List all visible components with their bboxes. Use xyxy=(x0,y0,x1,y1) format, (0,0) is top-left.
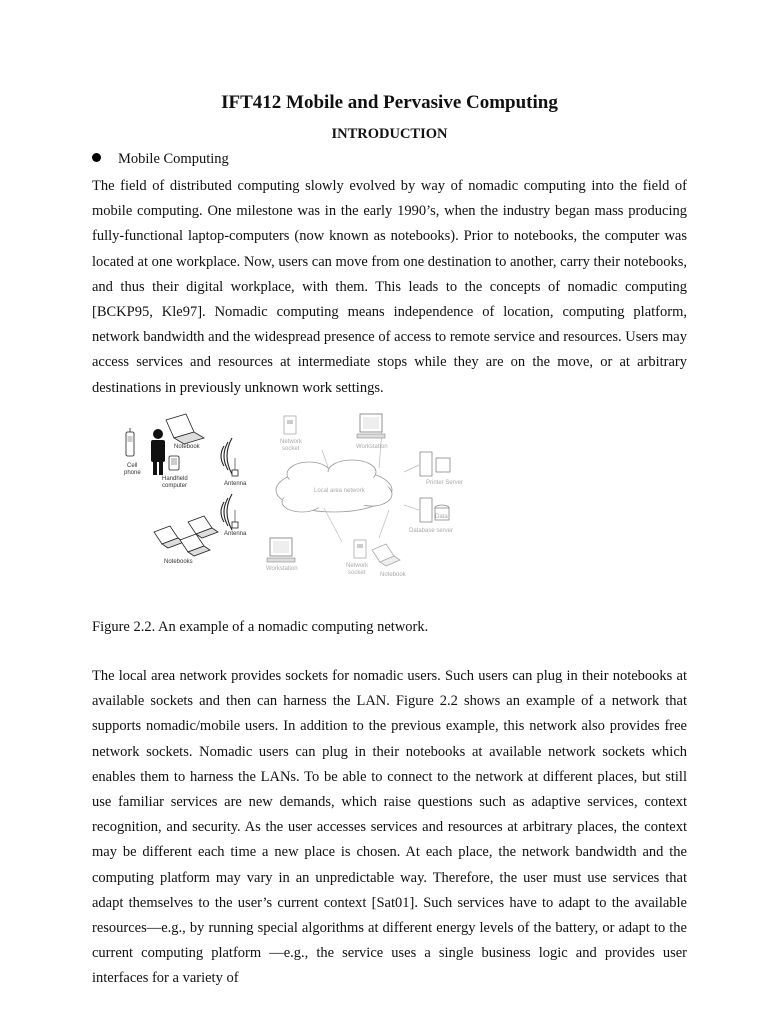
cell-phone-icon xyxy=(126,428,134,456)
network-socket-bottom-label-1: Network xyxy=(346,563,369,569)
figure-caption: Figure 2.2. An example of a nomadic computing network. xyxy=(92,619,429,635)
bullet-text: Mobile Computing xyxy=(118,151,229,167)
notebooks-label: Notebooks xyxy=(164,559,193,565)
network-socket-top-label-1: Network xyxy=(280,439,303,445)
paragraph-1: The field of distributed computing slowly evolved by way of nomadic computing into the field of mobile computing. One milestone was in the early 1990’s, when the industry began mass producing fully-functional laptop-computers (now known as notebooks). Prior to notebooks, the computer was located at one workplace. Now, users can move from one destination to another, carry their notebooks, and thus their digital workplace, with them. This leads to the concepts of nomadic computing [BCKP95, Kle97]. Nomadic computing means independence of location, computing platform, network bandwidth and the widespread presence of access to remote service and resources. Users may access services and resources at intermediate stops while they are on the move, or at arbitrary destinations in previously unknown work settings. xyxy=(92,178,687,396)
network-socket-top-label-2: socket xyxy=(282,446,300,452)
printer-server-icon xyxy=(420,452,450,476)
workstation-top-label: Workstation xyxy=(356,444,388,450)
cell-phone-label-2: phone xyxy=(124,470,141,476)
antenna-top-label: Antenna xyxy=(224,481,247,487)
workstation-bottom-label: Workstation xyxy=(266,566,298,572)
bullet-icon xyxy=(92,153,101,162)
lan-label: Local area network xyxy=(314,488,365,494)
antenna-top-icon xyxy=(221,438,238,476)
user-person-icon xyxy=(151,429,165,475)
paragraph-2: The local area network provides sockets for nomadic users. Such users can plug in their notebooks at available sockets and then can harness the LAN. Figure 2.2 shows an example of a network that supports nomadic/mobile users. In addition to the previous example, this network also provides free network sockets. Nomadic users can plug in their notebooks at available network sockets which enables them to harness the LANs. To be able to connect to the network at different places, but still use familiar services are new demands, which raise questions such as adaptive services, context recognition, and security. As the user accesses services and resources at arbitrary places, the context may be different each time a new place is chosen. At each place, the network bandwidth and the computing platform may vary in an unpredictable way. Therefore, the user must use services that adapt themselves to the user’s current context [Sat01]. Such services have to adapt to the available resources—e.g., by running special algorithms at different energy levels of the battery, or adapt to the current computing platform —e.g., the service uses a single business logic and provides user interfaces for a variety of xyxy=(92,668,687,987)
notebook-icon xyxy=(166,414,204,444)
network-socket-top-icon xyxy=(284,416,296,434)
network-socket-bottom-label-2: socket xyxy=(348,570,366,576)
document-title: IFT412 Mobile and Pervasive Computing xyxy=(221,92,558,113)
data-label: Data xyxy=(435,514,448,520)
bullet-item xyxy=(92,151,229,168)
cell-phone-label-1: Cell xyxy=(127,463,138,469)
section-heading: INTRODUCTION xyxy=(331,126,448,142)
notebook-top-label: Notebook xyxy=(174,444,200,450)
database-server-label: Database server xyxy=(409,528,454,534)
printer-server-label: Printer Server xyxy=(426,480,464,486)
network-socket-bottom-icon xyxy=(354,540,366,558)
notebook-bottom-label: Notebook xyxy=(380,572,406,578)
workstation-bottom-icon xyxy=(267,538,295,562)
nomadic-network-figure xyxy=(124,410,464,580)
lan-cloud-icon xyxy=(276,460,392,512)
antenna-bottom-label: Antenna xyxy=(224,531,247,537)
handheld-label-2: computer xyxy=(162,483,188,489)
notebook-bottom-icon xyxy=(372,544,400,566)
handheld-computer-icon xyxy=(169,456,179,470)
workstation-top-icon xyxy=(357,414,385,438)
handheld-label-1: Handheld xyxy=(162,476,188,482)
antenna-bottom-icon xyxy=(221,494,238,530)
notebooks-group-icon xyxy=(154,516,218,556)
